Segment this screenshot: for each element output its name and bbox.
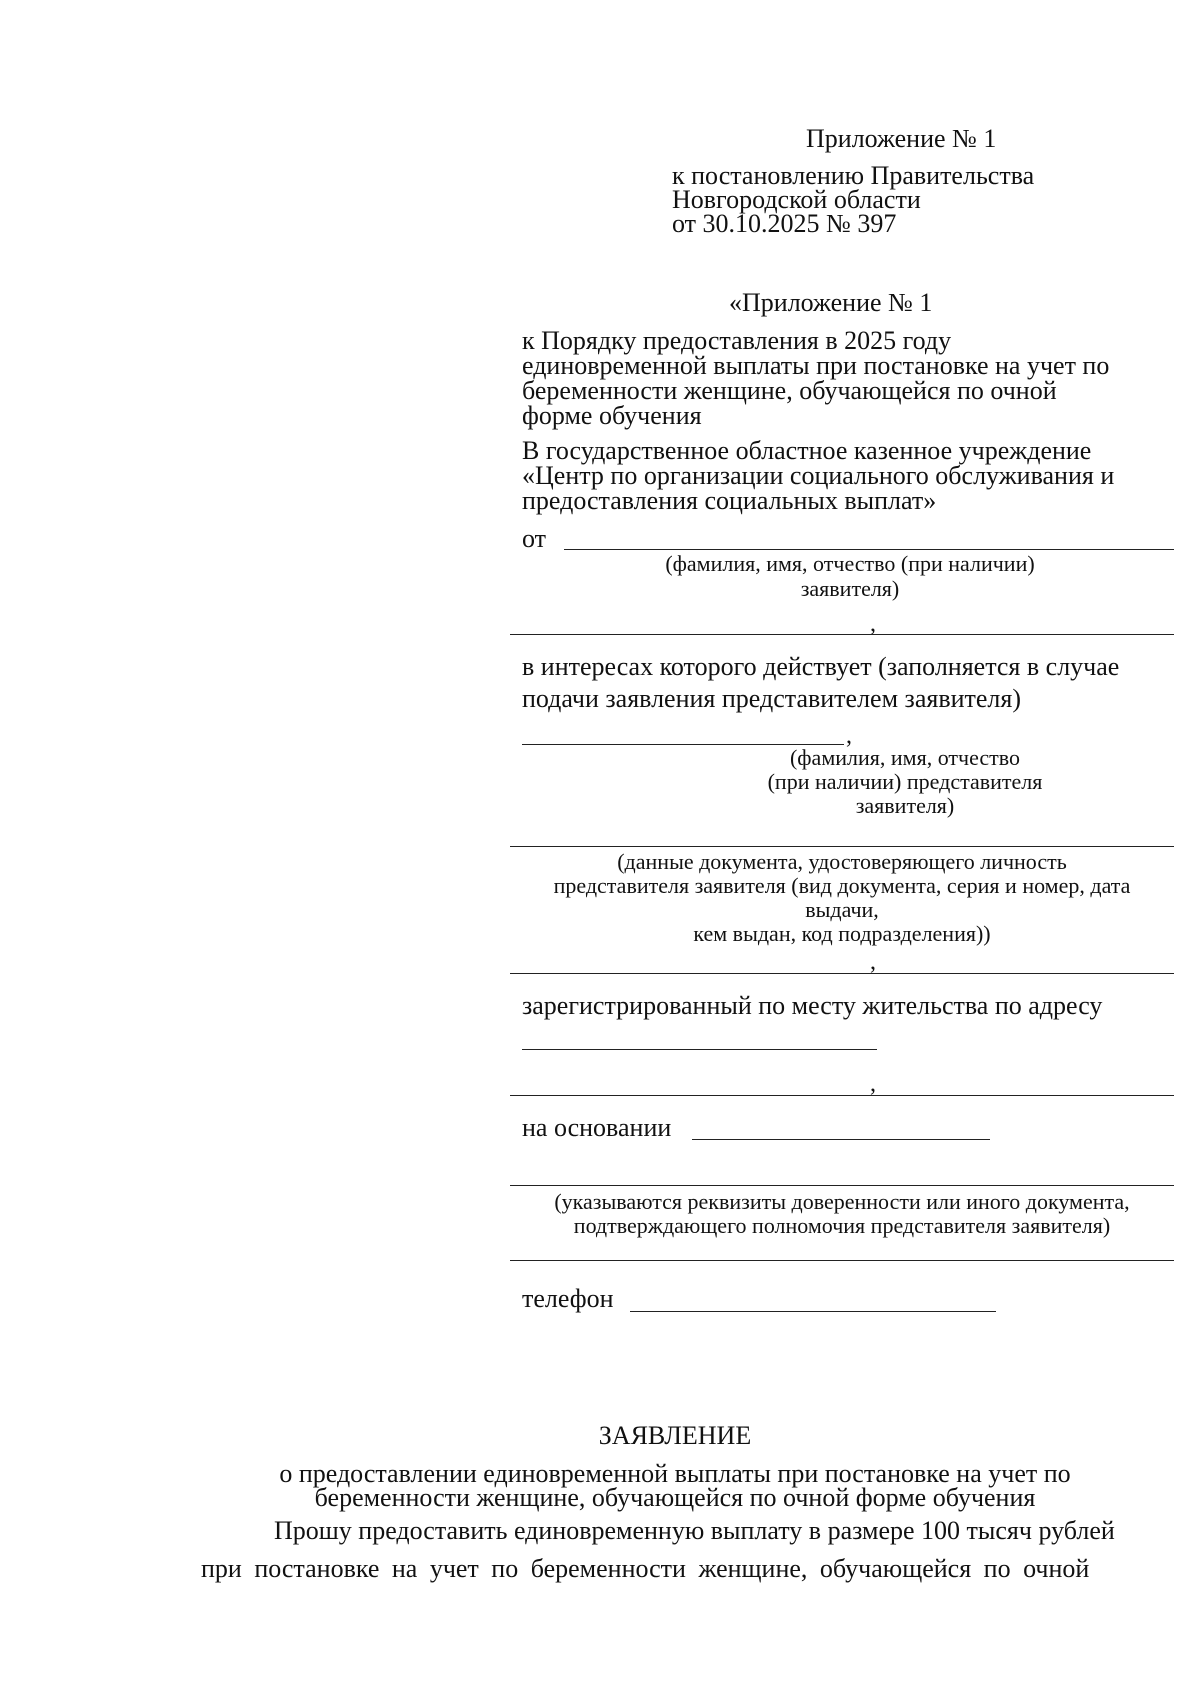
representative-hint: (при наличии) представителя — [767, 769, 1043, 794]
document-hint: кем выдан, код подразделения)) — [693, 921, 991, 946]
representative-hint: заявителя) — [855, 793, 955, 818]
representative-hint: (фамилия, имя, отчество — [789, 745, 1021, 770]
basis-extra-field-line[interactable] — [510, 1185, 1174, 1186]
order-line: единовременной выплаты при постановке на учет по — [522, 351, 1110, 380]
statement-body-line: при постановке на учет по беременности женщине, обучающейся по очной — [201, 1554, 1090, 1583]
document-hint: представителя заявителя (вид документа, серия и номер, дата — [553, 873, 1131, 898]
address-continuation-field-line[interactable] — [510, 1095, 1174, 1096]
comma-mark: , — [846, 723, 852, 749]
basis-label: на основании — [522, 1113, 672, 1142]
phone-label: телефон — [522, 1284, 614, 1313]
statement-body-line: Прошу предоставить единовременную выплату в размере 100 тысяч рублей — [274, 1516, 1115, 1545]
basis-continuation-field-line[interactable] — [510, 1260, 1174, 1261]
basis-hint: подтверждающего полномочия представителя заявителя) — [573, 1213, 1111, 1238]
phone-field-line[interactable] — [630, 1311, 996, 1312]
document-hint: (данные документа, удостоверяющего личность — [617, 849, 1067, 874]
applicant-hint: заявителя) — [800, 576, 900, 601]
from-label: от — [522, 524, 547, 553]
resolution-line: Новгородской области — [672, 185, 921, 214]
resolution-date: от 30.10.2025 № 397 — [672, 209, 897, 238]
resolution-line: к постановлению Правительства — [672, 161, 1035, 190]
statement-title: ЗАЯВЛЕНИЕ — [598, 1421, 752, 1450]
address-field-line[interactable] — [522, 1049, 877, 1050]
representative-line: подачи заявления представителем заявителя) — [522, 684, 1022, 713]
order-line: форме обучения — [522, 401, 702, 430]
document-hint: выдачи, — [805, 897, 879, 922]
order-line: к Порядку предоставления в 2025 году — [522, 326, 952, 355]
representative-line: в интересах которого действует (заполняется в случае — [522, 652, 1120, 681]
applicant-hint: (фамилия, имя, отчество (при наличии) — [665, 551, 1035, 576]
appendix-title: Приложение № 1 — [806, 124, 997, 153]
statement-subtitle: о предоставлении единовременной выплаты при постановке на учет по — [279, 1459, 1071, 1488]
document-continuation-field-line[interactable] — [510, 973, 1174, 974]
statement-subtitle: беременности женщине, обучающейся по очной форме обучения — [314, 1483, 1036, 1512]
applicant-extra-field-line[interactable] — [510, 634, 1174, 635]
addressee-line: «Центр по организации социального обслуживания и — [522, 461, 1115, 490]
order-line: беременности женщине, обучающейся по очной — [522, 376, 1057, 405]
address-label: зарегистрированный по месту жительства по адресу — [522, 991, 1103, 1020]
representative-document-field-line[interactable] — [510, 846, 1174, 847]
comma-mark: , — [870, 949, 876, 975]
addressee-line: В государственное областное казенное учреждение — [522, 436, 1092, 465]
basis-hint: (указываются реквизиты доверенности или иного документа, — [554, 1189, 1130, 1214]
comma-mark: , — [870, 611, 876, 637]
comma-mark: , — [870, 1071, 876, 1097]
applicant-name-field-line[interactable] — [564, 549, 1174, 550]
basis-field-line[interactable] — [692, 1139, 990, 1140]
appendix-block-title: «Приложение № 1 — [729, 288, 933, 317]
addressee-line: предоставления социальных выплат» — [522, 486, 937, 515]
